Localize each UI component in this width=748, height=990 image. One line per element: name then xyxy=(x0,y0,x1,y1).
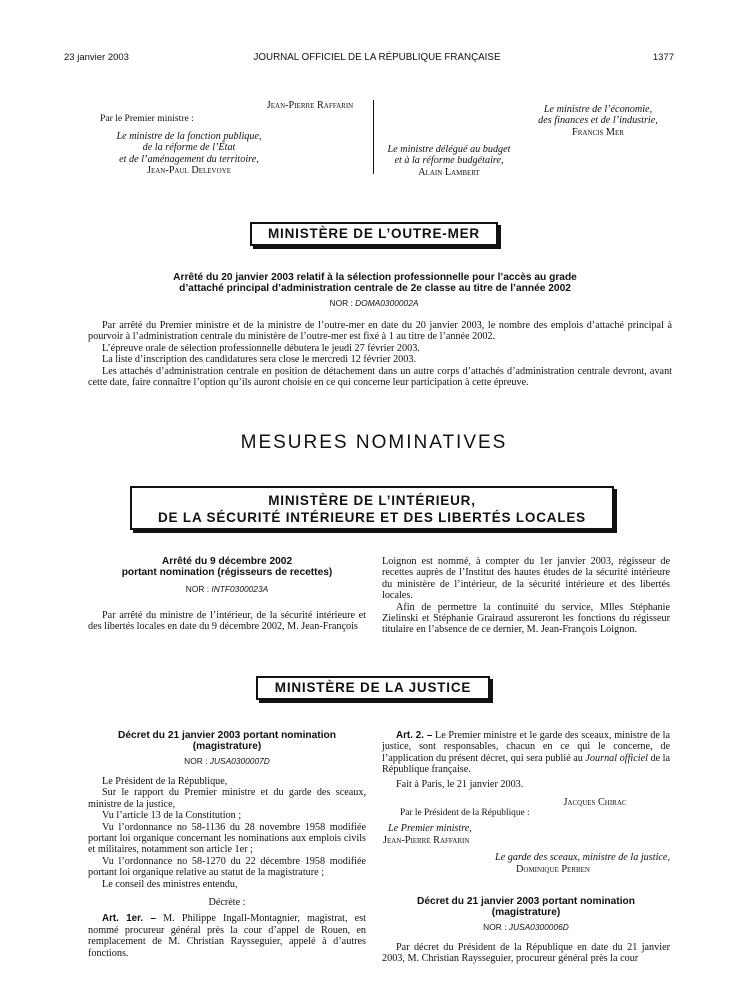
decret-1-conseil: Le conseil des ministres entendu, xyxy=(102,878,238,890)
outremer-paragraph-4: Les attachés d’administration centrale en position de détachement dans un autre corps d’attachés d’administration centrale devront, avant cette date, faire connaître l’option qu’ils auront choisie en ce qui concerne leur participation à cette épreuve. xyxy=(88,365,672,389)
decret-1-vu-ordonnance-1: Vu l’ordonnance no 58-1136 du 28 novembre 1958 modifiée portant loi organique concernant les nominations aux emplois civils et militaires, notamment son article 1er ; xyxy=(88,821,366,856)
arrete-interieur-left-body xyxy=(88,610,366,633)
arrete-outremer-title-line-1: Arrêté du 20 janvier 2003 relatif à la sélection professionnelle pour l’accès au grade xyxy=(173,272,577,283)
decret-2-title xyxy=(382,896,670,918)
signature-premier-ministre-name: Jean-Pierre Raffarin xyxy=(383,835,470,846)
decret-1-title-line-2: (magistrature) xyxy=(192,741,262,752)
interieur-paragraph-left: Par arrêté du ministre de l’intérieur, de la sécurité intérieure et des libertés locales en date du 9 décembre 2002, M. Jean-François xyxy=(88,610,366,633)
article-1-text: M. Philippe Ingall-Montagnier, magistrat, est nommé procureur général près la cour d’appel de Rouen, en remplacement de M. Christian Raysseguier, appelé à d’autres fonctions. xyxy=(88,913,367,959)
signature-par-premier-ministre: Par le Premier ministre : xyxy=(100,113,194,124)
signature-chirac: Jacques Chirac xyxy=(563,797,627,808)
decret-1-rapport: Sur le rapport du Premier ministre et du garde des sceaux, ministre de la justice, xyxy=(88,787,366,810)
outremer-paragraph-3: La liste d’inscription des candidatures sera close le mercredi 12 février 2003. xyxy=(102,354,416,366)
outremer-paragraph-2: L’épreuve orale de sélection professionnelle débutera le jeudi 27 février 2003. xyxy=(102,342,420,354)
nor-decret-1 xyxy=(88,756,366,766)
decret-2-paragraph: Par décret du Président de la République en date du 21 janvier 2003, M. Christian Raysseguier, procureur général près la cour xyxy=(382,942,670,965)
signature-par-president: Par le Président de la République : xyxy=(400,808,530,818)
article-2-journal: Journal officiel xyxy=(585,752,648,764)
eco-name: Francis Mer xyxy=(572,126,624,138)
article-2-label: Art. 2. – xyxy=(396,730,433,741)
nor-label: NOR : xyxy=(483,922,507,932)
decret-1-vu-ordonnance-2: Vu l’ordonnance no 58-1270 du 22 décembre 1958 modifiée portant loi organique relative au statut de la magistrature ; xyxy=(88,855,366,879)
nor-interieur xyxy=(88,584,366,594)
eco-line-1: Le ministre de l’économie, xyxy=(543,104,653,115)
section-title-mesures-nominatives: MESURES NOMINATIVES xyxy=(240,432,508,453)
arrete-interieur-title-line-1: Arrêté du 9 décembre 2002 xyxy=(161,556,293,567)
outremer-paragraph-1: Par arrêté du Premier ministre et de la ministre de l’outre-mer en date du 20 janvier 2003, le nombre des emplois d’attaché principal à pourvoir à l’administration centrale du ministère de l’outre-mer est fixé à 1 au titre de l’année 2002. xyxy=(88,320,672,343)
interieur-paragraph-right-1: Loignon est nommé, à compter du 1er janvier 2003, régisseur de recettes auprès de l’Institut des hautes études de la sécurité intérieure du ministère de l’intérieur, de la sécurité intérieure et des libertés locales. xyxy=(382,556,670,602)
decret-1-article-2 xyxy=(382,730,670,776)
decret-1-president: Le Président de la République, xyxy=(102,776,228,787)
fp-line-2: de la réforme de l’État xyxy=(142,142,236,154)
ministry-title-interieur-line-2: DE LA SÉCURITÉ INTÉRIEURE ET DES LIBERTÉS LOCALES xyxy=(158,510,586,525)
decret-1-continued xyxy=(382,730,670,790)
ministry-title-outremer: MINISTÈRE DE L’OUTRE-MER xyxy=(268,226,480,241)
budget-name: Alain Lambert xyxy=(418,166,480,178)
nor-label: NOR : xyxy=(185,584,210,594)
fp-name: Jean-Paul Delevoye xyxy=(147,165,231,177)
ministry-box-interieur xyxy=(130,486,614,530)
signature-garde-des-sceaux: Le garde des sceaux, ministre de la justice, xyxy=(495,852,670,863)
ministry-box-outremer xyxy=(250,222,498,246)
header-page-number: 1377 xyxy=(652,52,674,63)
arrete-interieur-right-body xyxy=(382,556,670,636)
arrete-outremer-title-line-2: d’attaché principal d’administration centrale de 2e classe au titre de l’année 2002 xyxy=(179,283,571,294)
signature-garde-des-sceaux-name: Dominique Perben xyxy=(516,864,590,875)
decret-1-decrete: Décrète : xyxy=(208,897,246,909)
signature-budget xyxy=(378,144,520,178)
nor-label: NOR : xyxy=(184,756,208,766)
decret-1-title-line-1: Décret du 21 janvier 2003 portant nomination xyxy=(118,730,336,741)
nor-label: NOR : xyxy=(329,298,353,308)
budget-line-1: Le ministre délégué au budget xyxy=(387,144,511,155)
decret-1-fait: Fait à Paris, le 21 janvier 2003. xyxy=(396,778,524,790)
nor-value: DOMA0300002A xyxy=(355,298,419,308)
decret-1-article-1 xyxy=(88,913,366,959)
header-date: 23 janvier 2003 xyxy=(64,52,129,63)
decret-2-title-line-2: (magistrature) xyxy=(491,907,561,918)
decret-2-body xyxy=(382,942,670,965)
nor-value: JUSA0300007D xyxy=(209,756,270,766)
article-2-text-b: de la République française. xyxy=(382,752,670,776)
arrete-interieur-title-line-2: portant nomination (régisseurs de recettes) xyxy=(121,567,333,578)
signature-economie xyxy=(520,104,676,138)
arrete-interieur-title xyxy=(88,556,366,578)
signature-raffarin: Jean-Pierre Raffarin xyxy=(266,100,354,111)
fp-line-3: et de l’aménagement du territoire, xyxy=(119,153,259,165)
decret-1-title xyxy=(88,730,366,752)
ministry-title-interieur-line-1: MINISTÈRE DE L’INTÉRIEUR, xyxy=(268,493,476,508)
column-divider-top xyxy=(373,100,374,174)
nor-outremer xyxy=(250,298,498,308)
ministry-box-justice xyxy=(256,676,490,700)
arrete-outremer-body xyxy=(88,320,672,388)
nor-value: INTF0300023A xyxy=(211,584,269,594)
header-journal-title: JOURNAL OFFICIEL DE LA RÉPUBLIQUE FRANÇAISE xyxy=(253,52,501,63)
budget-line-2: et à la réforme budgétaire, xyxy=(394,155,504,167)
decret-2-title-line-1: Décret du 21 janvier 2003 portant nomination xyxy=(417,896,635,907)
nor-decret-2 xyxy=(382,922,670,932)
nor-value: JUSA0300006D xyxy=(508,922,569,932)
eco-line-2: des finances et de l’industrie, xyxy=(538,115,658,127)
decret-1-vu-constitution: Vu l’article 13 de la Constitution ; xyxy=(102,810,242,822)
interieur-paragraph-right-2: Afin de permettre la continuité du service, Mlles Stéphanie Zielinski et Stéphanie Grairaud assureront les fonctions du régisseur titulaire en l’absence de ce dernier, M. Jean-François Loignon. xyxy=(382,601,670,636)
arrete-outremer-title xyxy=(90,272,660,294)
decret-1-body xyxy=(88,776,366,959)
signature-fonction-publique xyxy=(60,131,318,177)
article-2-text-a: Le Premier ministre et le garde des sceaux, ministre de la justice, sont responsables, chacun en ce qui le concerne, de l’application du présent décret, qui sera publié au xyxy=(382,730,670,764)
article-1-label: Art. 1er. – xyxy=(102,913,156,925)
signature-premier-ministre: Le Premier ministre, xyxy=(388,823,472,834)
fp-line-1: Le ministre de la fonction publique, xyxy=(116,131,262,142)
ministry-title-justice: MINISTÈRE DE LA JUSTICE xyxy=(274,680,472,695)
